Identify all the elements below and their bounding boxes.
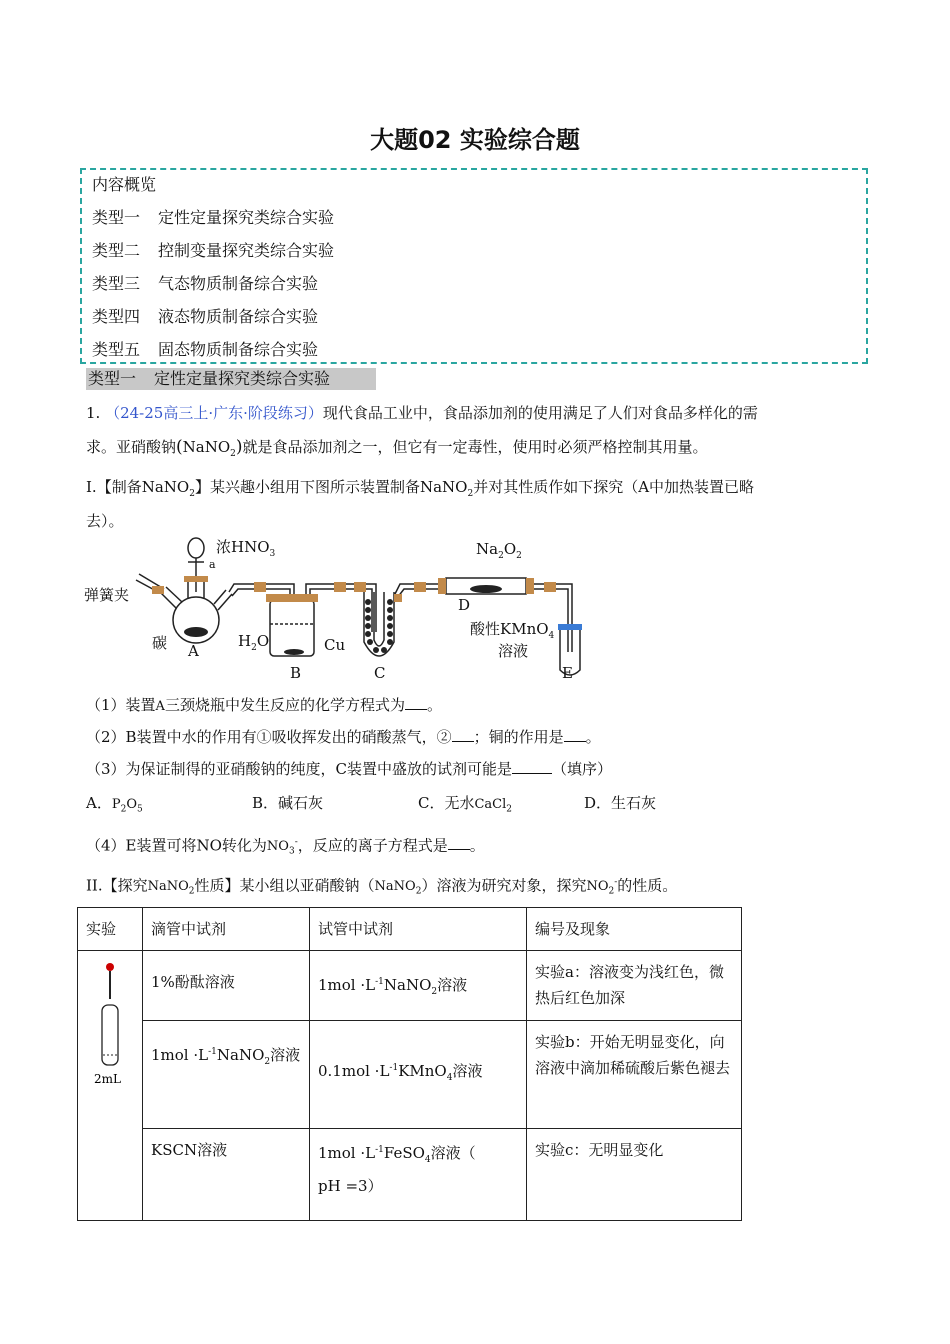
table-header: 实验 [78,908,143,951]
table-header: 试管中试剂 [310,908,527,951]
table-row [78,1021,742,1129]
dropper-tube-icon [90,959,130,1089]
overview-item: 类型一 定性定量探究类综合实验 [92,208,335,227]
option-a: A．$P_2O_5$ [86,794,143,815]
option-d: D．生石灰 [584,794,657,812]
overview-item: 类型四 液态物质制备综合实验 [92,307,319,326]
question-intro: 1. （24-25高三上·广东·阶段练习）现代食品工业中，食品添加剂的使用满足了人们对食品多样化的需 [86,404,758,422]
overview-item: 类型二 控制变量探究类综合实验 [92,241,335,260]
label-B: B [290,664,302,682]
label-na2o2: $Na_2O_2$ [476,540,522,561]
sub-question-1: （1）装置A三颈烧瓶中发生反应的化学方程式为 。 [86,696,442,714]
overview-box [80,168,868,364]
label-C: C [374,664,386,682]
experiment-table [77,907,742,1221]
section-heading: 类型一 定性定量探究类综合实验 [86,368,376,390]
tube-volume-label: 2mL [94,1072,121,1086]
label-water: $H_2O$ [238,632,270,653]
question-intro-2: 求。亚硝酸钠(NaNO$_2$)就是食品添加剂之一，但它有一定毒性，使用时必须严格控制其用量。 [86,437,708,459]
table-cell: KSCN溶液 [143,1129,310,1221]
table-header: 滴管中试剂 [143,908,310,951]
table-cell: 实验b：开始无明显变化，向溶液中滴加稀硫酸后紫色褪去 [527,1021,742,1129]
answer-blank[interactable] [405,695,427,710]
part-two-text: II.【探究NaNO$_2$性质】某小组以亚硝酸钠（NaNO$_2$）溶液为研究对象，探究$NO_2^-$的性质。 [86,876,678,897]
label-kmno4: 酸性KMnO$_4$ [470,620,555,641]
table-cell: 1%酚酞溶液 [143,951,310,1021]
label-clamp: 弹簧夹 [84,586,130,604]
label-a: a [209,558,216,571]
option-b: B．碱石灰 [252,794,324,812]
answer-blank[interactable] [448,835,470,850]
answer-blank[interactable] [564,727,586,742]
table-cell: $0.1mol \cdot L^{-1}KMnO_4$溶液 [310,1021,527,1129]
label-carbon: 碳 [152,634,168,652]
sub-question-2: （2）B装置中水的作用有①吸收挥发出的硝酸蒸气，② ；铜的作用是 。 [86,728,601,746]
table-cell: $1mol \cdot L^{-1}FeSO_4$溶液（ pH =3） [310,1129,527,1221]
table-header-row [78,908,742,951]
table-cell: 实验a：溶液变为浅红色，微热后红色加深 [527,951,742,1021]
answer-blank[interactable] [452,727,474,742]
tube-illustration-cell [78,951,143,1221]
table-cell: 实验c：无明显变化 [527,1129,742,1221]
part-one-text-2: 去）。 [86,512,124,530]
label-cu: Cu [324,636,346,654]
label-D: D [458,596,471,614]
table-row [78,951,742,1021]
sub-question-3: （3）为保证制得的亚硝酸钠的纯度，C装置中盛放的试剂可能是 （填序） [86,760,613,778]
table-header: 编号及现象 [527,908,742,951]
answer-blank[interactable] [512,759,552,774]
question-source: （24-25高三上·广东·阶段练习） [105,404,323,422]
page-title: 大题02 实验综合题 [370,126,580,154]
table-row [78,1129,742,1221]
label-acid: 浓$HNO_3$ [216,538,276,559]
option-c: C．无水CaCl$_2$ [418,794,513,815]
part-one-text: I.【制备NaNO$_2$】某兴趣小组用下图所示装置制备NaNO$_2$并对其性质作如下探究（A中加热装置已略 [86,478,755,499]
table-cell: $1mol \cdot L^{-1}NaNO_2$溶液 [310,951,527,1021]
apparatus-diagram [84,532,594,682]
overview-item: 类型三 气态物质制备综合实验 [92,274,319,293]
label-E: E [562,664,573,682]
label-solution: 溶液 [498,642,529,660]
label-A: A [188,642,199,660]
overview-item: 类型五 固态物质制备综合实验 [92,340,319,359]
table-cell: $1mol \cdot L^{-1}NaNO_2$溶液 [143,1021,310,1129]
sub-question-4: （4）E装置可将NO转化为$NO_3^-$，反应的离子方程式是 。 [86,836,485,857]
overview-heading: 内容概览 [92,175,157,194]
